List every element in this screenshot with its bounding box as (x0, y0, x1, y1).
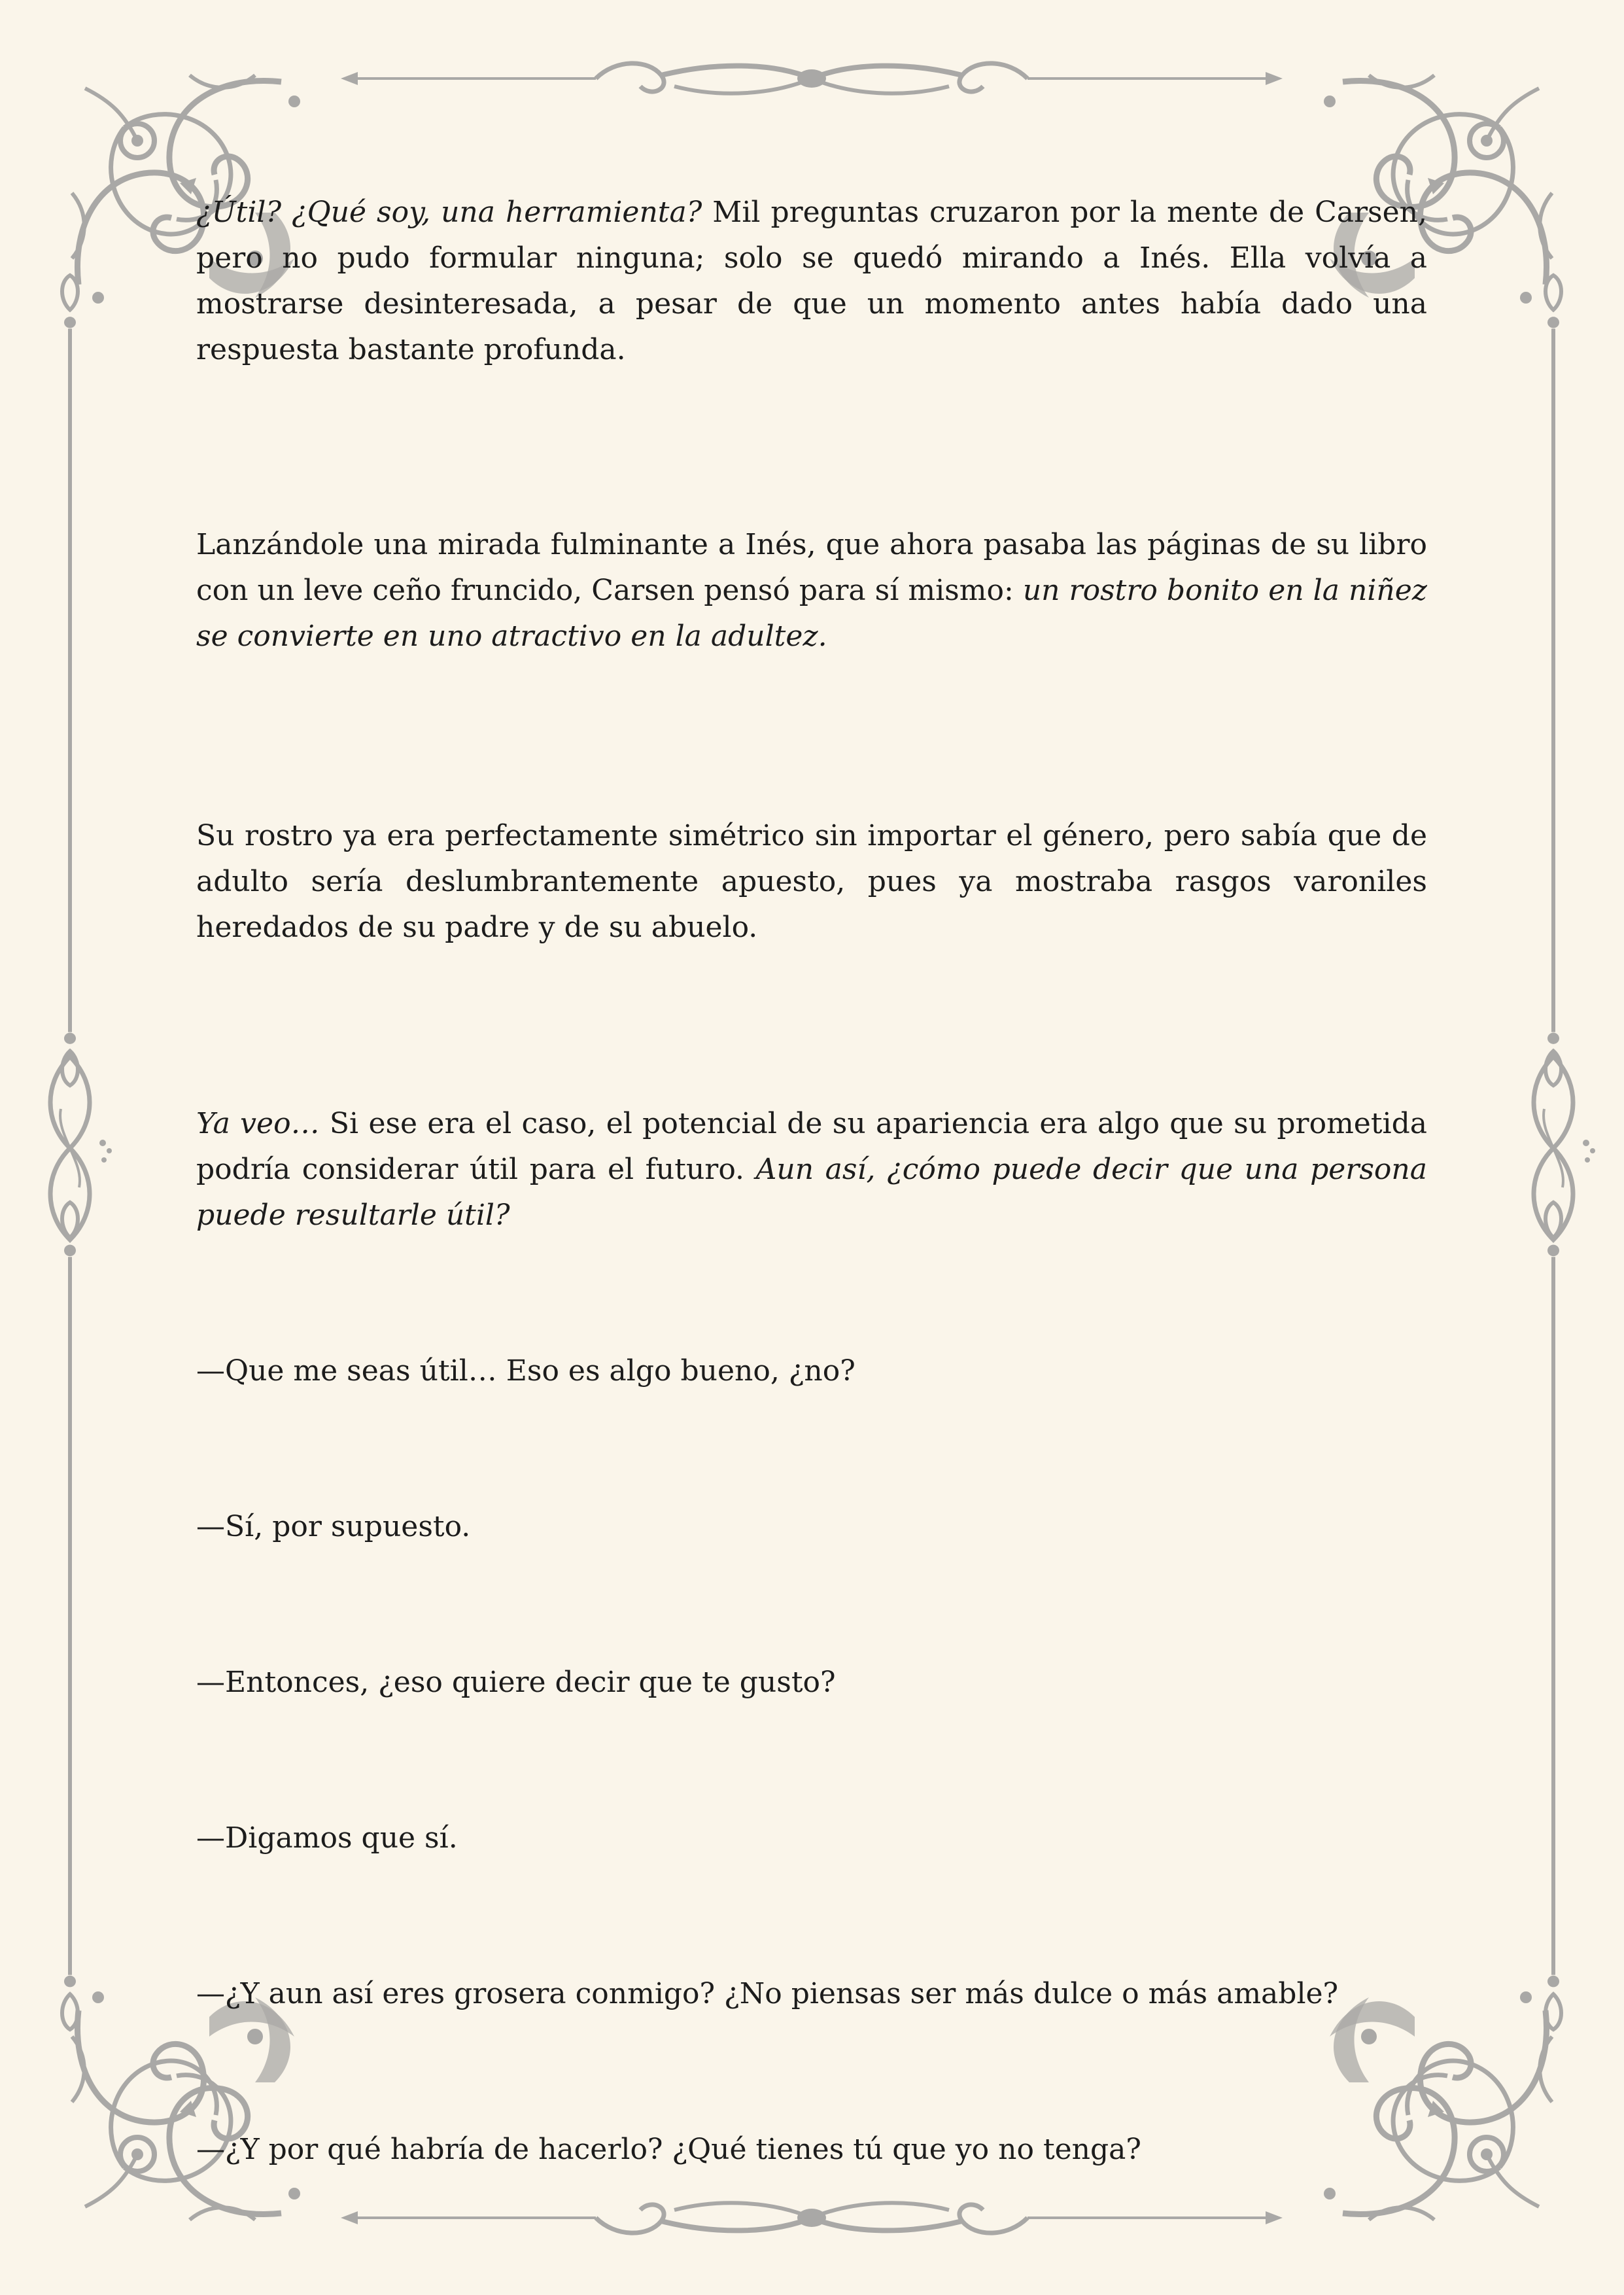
page-body (196, 190, 1427, 2173)
right-infinity-ornament (1534, 1057, 1595, 1240)
dialogue-line: —Sí, por supuesto. (196, 1510, 471, 1543)
dialogue-line: —¿Y aun así eres grosera conmigo? ¿No piensas ser más dulce o más amable? (196, 1977, 1339, 2010)
left-upper-rod (62, 275, 78, 1085)
left-infinity-ornament (50, 1057, 112, 1240)
text-segment: Mil preguntas cruzaron por la mente de Carsen, pero no pudo formular ninguna; solo se quedó mirando a Inés. Ella volvía a mostrarse desinteresada, a pesar de que un momento antes había dado una respuesta bastante profunda. (196, 196, 1427, 366)
bottom-border-ornament (341, 2203, 1283, 2233)
dialogue-line: —Digamos que sí. (196, 1821, 458, 1855)
italic-segment: Ya veo… (196, 1107, 320, 1140)
italic-segment: ¿Útil? ¿Qué soy, una herramienta? (196, 196, 702, 229)
paragraph (196, 190, 1427, 373)
paragraph (196, 1101, 1427, 1238)
right-lower-rod (1546, 1202, 1561, 2029)
paragraph (196, 522, 1427, 659)
dialogue-line: —Entonces, ¿eso quiere decir que te gusto? (196, 1666, 836, 1699)
text-segment: Lanzándole una mirada fulminante a Inés, que ahora pasaba las páginas de su libro con un leve ceño fruncido, Carsen pensó para sí mismo: (196, 528, 1427, 607)
text-segment: Si ese era el caso, el potencial de su apariencia era algo que su prometida podría considerar útil para el futuro. (196, 1107, 1427, 1186)
left-lower-rod (62, 1202, 78, 2029)
top-border-ornament (341, 63, 1283, 94)
dialogue-line: —¿Y por qué habría de hacerlo? ¿Qué tienes tú que yo no tenga? (196, 2133, 1141, 2166)
dialogue-line: —Que me seas útil… Eso es algo bueno, ¿no? (196, 1354, 855, 1388)
paragraph (196, 813, 1427, 951)
italic-segment: Aun así, ¿cómo puede decir que una persona puede resultarle útil? (196, 1153, 1427, 1232)
right-upper-rod (1546, 275, 1561, 1085)
text-segment: Su rostro ya era perfectamente simétrico sin importar el género, pero sabía que de adulto sería deslumbrantemente apuesto, pues ya mostraba rasgos varoniles heredados de su padre y de su abuelo. (196, 819, 1427, 944)
italic-segment: un rostro bonito en la niñez se convierte en uno atractivo en la adultez. (196, 574, 1427, 653)
